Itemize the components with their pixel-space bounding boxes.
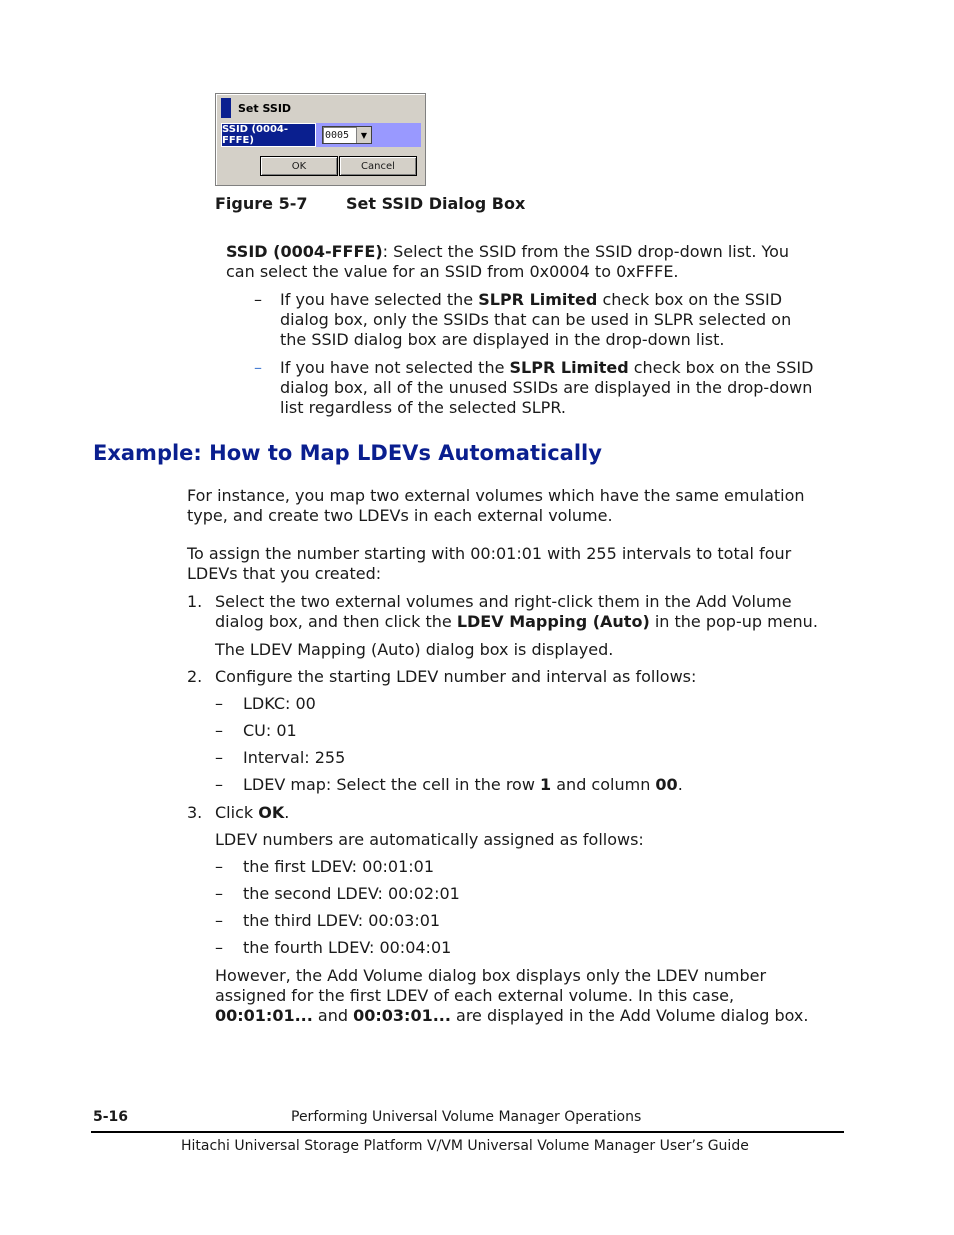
title-mark-icon (221, 98, 231, 118)
list-bold: 00 (655, 775, 678, 794)
intro-text: type, and create two LDEVs in each external volume. (187, 506, 613, 525)
cancel-button[interactable]: Cancel (339, 156, 417, 176)
ssid-desc-line1: : Select the SSID from the SSID drop-down list. You (382, 242, 790, 261)
list-dash: – (215, 857, 223, 876)
note-bold: 00:01:01... (215, 1006, 313, 1025)
list-item-ldev-map (243, 775, 683, 795)
list-item: LDKC: 00 (243, 694, 316, 713)
bullet-bold: SLPR Limited (478, 290, 598, 309)
list-text: . (677, 775, 683, 794)
figure-title: Set SSID Dialog Box (346, 194, 526, 213)
note-text: assigned for the first LDEV of each external volume. In this case, (215, 986, 735, 1005)
list-dash: – (215, 694, 223, 713)
bullet-text: list regardless of the selected SLPR. (280, 398, 566, 417)
ok-button[interactable]: OK (260, 156, 338, 176)
bullet-text: If you have not selected the (280, 358, 510, 377)
figure-caption (215, 194, 525, 213)
step-3-intro: LDEV numbers are automatically assigned as follows: (215, 830, 644, 849)
bullet-dash: – (254, 290, 262, 309)
figure-number: Figure 5-7 (215, 194, 308, 213)
bullet-text: dialog box, only the SSIDs that can be used in SLPR selected on (280, 310, 792, 329)
intro-text: LDEVs that you created: (187, 564, 382, 583)
note-text: are displayed in the Add Volume dialog box. (450, 1006, 809, 1025)
bullet-text: If you have selected the (280, 290, 479, 309)
intro-text: To assign the number starting with 00:01:01 with 255 intervals to total four (187, 544, 792, 563)
note-bold: 00:03:01... (353, 1006, 451, 1025)
bullet-text: the SSID dialog box are displayed in the drop-down list. (280, 330, 725, 349)
ssid-label: SSID (0004-FFFE) (221, 123, 316, 147)
note-text: However, the Add Volume dialog box displays only the LDEV number (215, 966, 767, 985)
ssid-row (221, 123, 421, 147)
page-number: 5-16 (93, 1109, 129, 1125)
intro-paragraph-1 (187, 486, 805, 526)
list-item: the fourth LDEV: 00:04:01 (243, 938, 452, 957)
step-text: . (284, 803, 290, 822)
bullet-bold: SLPR Limited (509, 358, 629, 377)
note-text: and (312, 1006, 354, 1025)
list-text: and column (551, 775, 656, 794)
bullet-text: check box on the SSID (628, 358, 814, 377)
step-3-note (215, 966, 808, 1026)
ssid-description (226, 242, 789, 282)
list-dash: – (215, 775, 223, 794)
list-item: CU: 01 (243, 721, 297, 740)
step-text: dialog box, and then click the (215, 612, 457, 631)
bullet-text: check box on the SSID (597, 290, 783, 309)
ssid-dropdown-value: 0005 (325, 129, 350, 141)
section-heading: Example: How to Map LDEVs Automatically (93, 441, 602, 465)
list-dash: – (215, 911, 223, 930)
footer-divider (91, 1131, 844, 1133)
step-1-result: The LDEV Mapping (Auto) dialog box is displayed. (215, 640, 614, 659)
step-bold: LDEV Mapping (Auto) (456, 612, 650, 631)
intro-text: For instance, you map two external volumes which have the same emulation (187, 486, 805, 505)
ssid-desc-line2: can select the value for an SSID from 0x0004 to 0xFFFE. (226, 262, 679, 281)
step-1-text (215, 592, 818, 632)
set-ssid-dialog (215, 93, 426, 186)
step-text: Select the two external volumes and right-click them in the Add Volume (215, 592, 792, 611)
list-text: LDEV map: Select the cell in the row (243, 775, 541, 794)
dialog-title-bar (221, 98, 291, 118)
step-2-text: Configure the starting LDEV number and interval as follows: (215, 667, 697, 686)
chapter-title: Performing Universal Volume Manager Operations (291, 1109, 642, 1125)
list-item: Interval: 255 (243, 748, 346, 767)
list-item: the third LDEV: 00:03:01 (243, 911, 441, 930)
bullet-slpr-not-selected (280, 358, 813, 418)
ssid-dropdown[interactable] (322, 126, 372, 144)
guide-title: Hitachi Universal Storage Platform V/VM Universal Volume Manager User’s Guide (181, 1138, 749, 1154)
step-3-text (215, 803, 289, 823)
list-dash: – (215, 938, 223, 957)
dialog-title: Set SSID (238, 101, 292, 115)
intro-paragraph-2 (187, 544, 791, 584)
ssid-term: SSID (0004-FFFE) (226, 242, 383, 261)
list-item: the second LDEV: 00:02:01 (243, 884, 460, 903)
list-dash: – (215, 748, 223, 767)
step-number: 3. (187, 803, 203, 822)
step-number: 1. (187, 592, 203, 611)
step-text: Click (215, 803, 259, 822)
bullet-dash: – (254, 358, 262, 377)
step-bold: OK (258, 803, 285, 822)
chevron-down-icon[interactable]: ▼ (356, 127, 371, 143)
bullet-text: dialog box, all of the unused SSIDs are displayed in the drop-down (280, 378, 813, 397)
step-text: in the pop-up menu. (649, 612, 818, 631)
list-bold: 1 (540, 775, 552, 794)
step-number: 2. (187, 667, 203, 686)
list-dash: – (215, 721, 223, 740)
list-item: the first LDEV: 00:01:01 (243, 857, 435, 876)
list-dash: – (215, 884, 223, 903)
bullet-slpr-selected (280, 290, 791, 350)
